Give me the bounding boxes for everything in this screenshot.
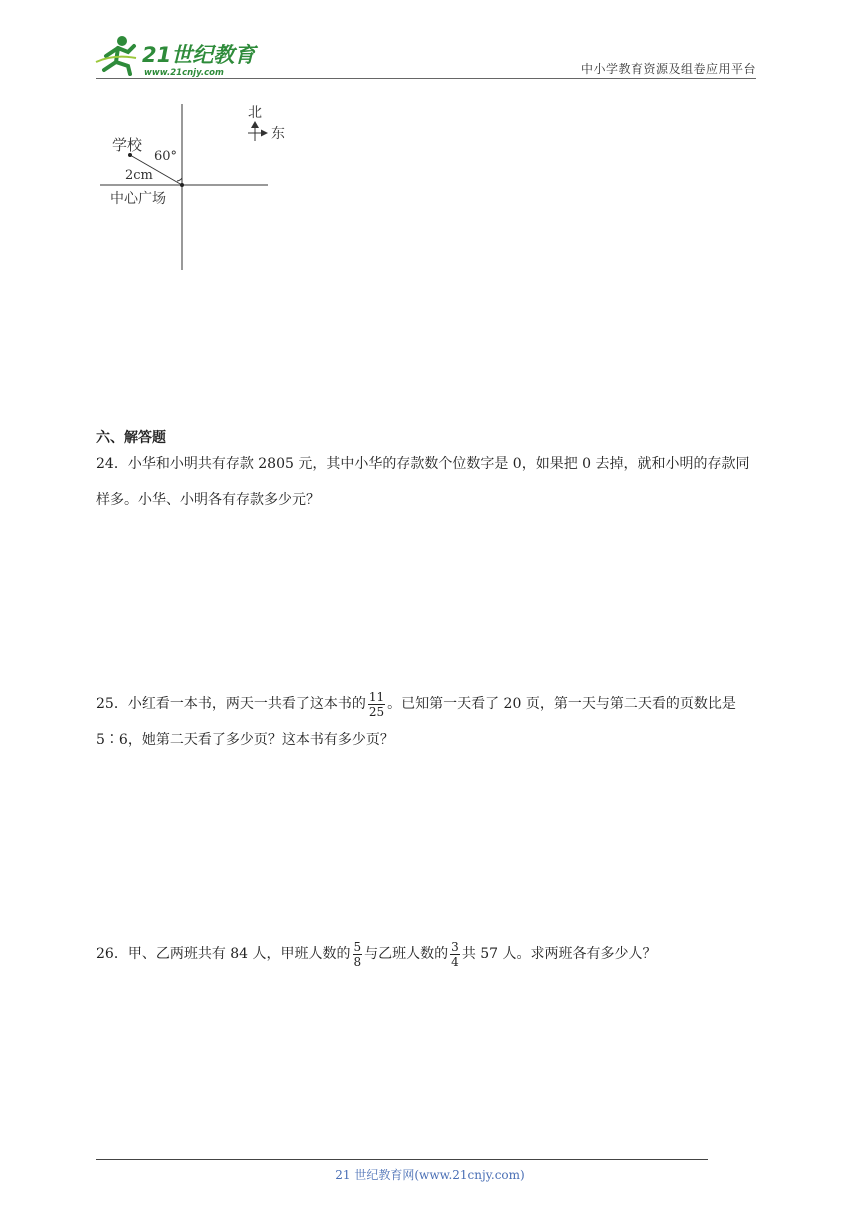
- label-school: 学校: [112, 136, 143, 154]
- site-logo: [94, 32, 264, 78]
- label-distance: 2cm: [125, 168, 153, 183]
- header-divider: [96, 78, 756, 79]
- fraction-3-4: [450, 940, 460, 969]
- question-25-text: [96, 686, 760, 758]
- angle-arc: [177, 178, 182, 181]
- fraction-denominator: 4: [451, 954, 459, 969]
- fraction-denominator: 8: [353, 954, 362, 969]
- section-title: 六、解答题: [96, 430, 166, 446]
- footer-link[interactable]: 21 世纪教育网(www.21cnjy.com): [335, 1168, 525, 1182]
- question-24-text: 24．小华和小明共有存款 2805 元，其中小华的存款数个位数字是 0，如果把 0 去掉，就和小明的存款同样多。小华、小明各有存款多少元？: [96, 456, 750, 508]
- label-angle: 60°: [154, 149, 178, 164]
- label-center-square: 中心广场: [110, 191, 166, 207]
- question-24: [96, 446, 760, 518]
- fraction-denominator: 25: [368, 704, 385, 719]
- direction-diagram: [96, 100, 306, 280]
- compass-icon: [248, 121, 268, 141]
- question-26: [96, 936, 760, 972]
- label-north: 北: [248, 105, 262, 121]
- question-26-middle: 与乙班人数的: [364, 946, 449, 962]
- footer-divider: [96, 1159, 708, 1160]
- question-26-text: [96, 936, 760, 972]
- logo-url-text: www.21cnjy.com: [144, 68, 224, 78]
- runner-icon: [96, 36, 136, 74]
- question-25: [96, 686, 760, 758]
- label-east: 东: [271, 126, 285, 142]
- question-26-after: 共 57 人。求两班各有多少人？: [461, 946, 657, 962]
- fraction-numerator: 5: [353, 939, 362, 954]
- fraction-numerator: 3: [451, 939, 459, 954]
- question-25-before: 25．小红看一本书，两天一共看了这本书的: [96, 696, 366, 712]
- question-26-before: 26．甲、乙两班共有 84 人，甲班人数的: [96, 946, 351, 962]
- question-25-after: 。已知第一天看了 20 页，第一天与第二天看的页数比是 5∶6，她第二天看了多少页？这本书有多少页？: [96, 696, 736, 748]
- fraction-5-8: [353, 940, 363, 969]
- fraction-11-25: [368, 690, 385, 719]
- center-point: [180, 183, 184, 187]
- header-tagline: 中小学教育资源及组卷应用平台: [580, 62, 756, 76]
- logo-main-text: 21世纪教育: [142, 43, 256, 67]
- fraction-numerator: 11: [368, 689, 385, 704]
